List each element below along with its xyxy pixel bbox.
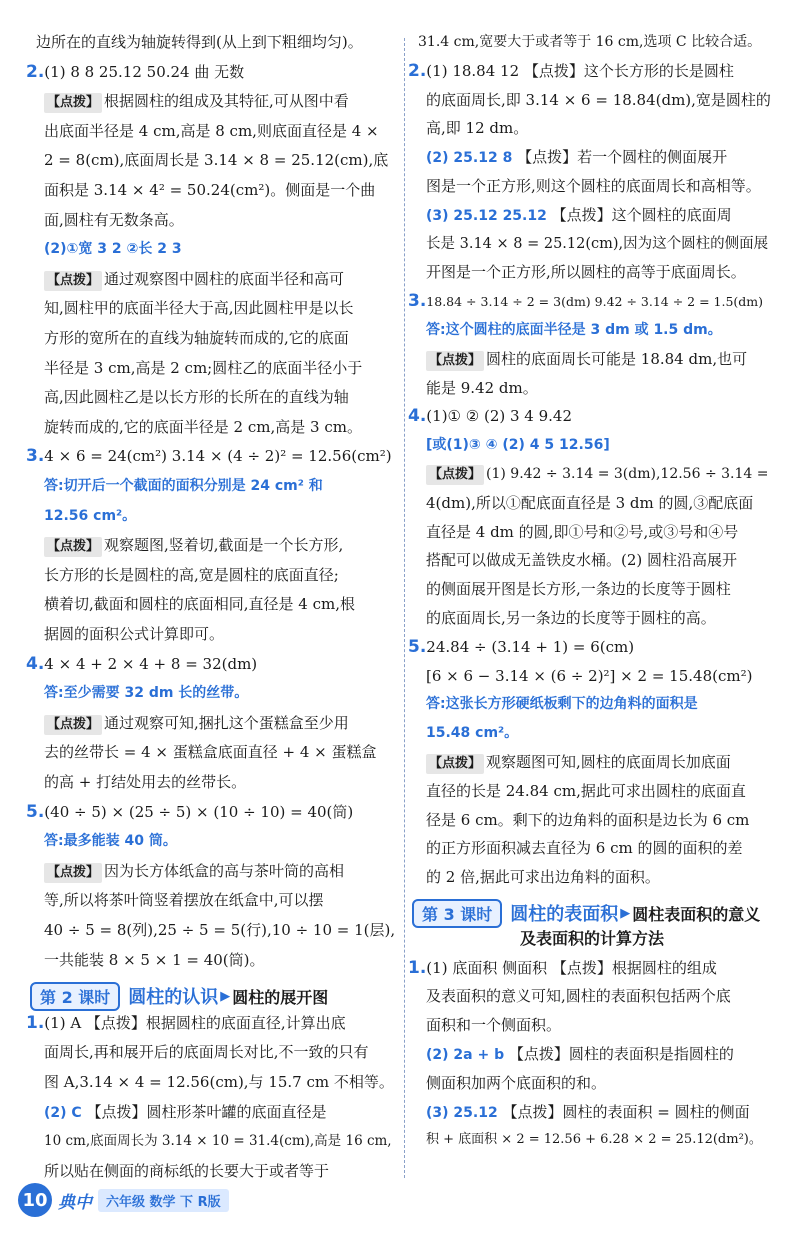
text-line: 的底面周长,即 3.14 × 6 = 18.84(dm),宽是圆柱的: [426, 90, 771, 109]
text-line: [426, 1102, 750, 1123]
lesson-title: 圆柱的认识: [128, 987, 219, 1009]
tip-text: (1) 9.42 ÷ 3.14 = 3(dm),12.56 ÷ 3.14 =: [486, 466, 769, 482]
arrow-icon: ▶: [220, 988, 231, 1004]
tip-text: 【点拨】圆柱形茶叶罐的底面直径是: [81, 1102, 327, 1121]
answer-line: 答:这张长方形硬纸板剩下的边角料的面积是: [426, 696, 698, 713]
tip-text: 圆柱的底面周长可能是 18.84 dm,也可: [486, 349, 748, 368]
answer-text: 24.84 ÷ (3.14 + 1) = 6(cm): [426, 637, 635, 656]
text-line: 知,圆柱甲的底面半径大于高,因此圆柱甲是以长: [44, 299, 354, 318]
text-line: [44, 269, 344, 291]
text-line: 面周长,再和展开后的底面周长对比,不一致的只有: [44, 1043, 369, 1062]
text-line: 图是一个正方形,则这个圆柱的底面周长和高相等。: [426, 177, 761, 195]
text-line: 40 ÷ 5 = 8(列),25 ÷ 5 = 5(行),10 ÷ 10 = 1(层),: [44, 921, 396, 939]
text-line: 的正方形面积减去直径为 6 cm 的圆的面积的差: [426, 839, 743, 858]
tip-text: 【点拨】圆柱的表面积是指圆柱的: [504, 1045, 734, 1063]
answer-line: 答:最多能装 40 筒。: [44, 833, 177, 850]
text-line: [408, 958, 717, 978]
question-number: 1.: [408, 957, 427, 978]
answer-line: (2)①宽 3 2 ②长 2 3: [44, 241, 182, 258]
text-line: 的侧面展开图是长方形,一条边的长度等于圆柱: [426, 580, 731, 599]
text-line: 2 = 8(cm),底面周长是 3.14 × 8 = 25.12(cm),底: [44, 151, 389, 170]
tip-label: 【点拨】: [44, 93, 102, 113]
text-line: 一共能装 8 × 5 × 1 = 40(筒)。: [44, 950, 265, 969]
lesson-header: [412, 898, 760, 928]
text-line: [26, 1013, 346, 1033]
text-line: 边所在的直线为轴旋转得到(从上到下粗细均匀)。: [36, 33, 363, 51]
text-line: [44, 91, 349, 113]
text-line: [408, 61, 734, 81]
lesson-header: [30, 981, 328, 1011]
question-number: 1.: [26, 1012, 45, 1033]
text-line: [26, 654, 257, 674]
answer-value: (3) 25.12 25.12: [426, 207, 547, 224]
text-line: 4(dm),所以①配底面直径是 3 dm 的圆,③配底面: [426, 493, 754, 512]
text-line: 所以贴在侧面的商标纸的长要大于或者等于: [44, 1161, 330, 1180]
text-line: [408, 406, 572, 426]
question-number: 5.: [408, 636, 427, 657]
text-line: [426, 1044, 734, 1065]
text-line: [44, 1102, 326, 1123]
text-line: 的底面周长,另一条边的长度等于圆柱的高。: [426, 609, 716, 627]
text-line: [44, 535, 343, 557]
text-line: [6 × 6 − 3.14 × (6 ÷ 2)²] × 2 = 15.48(cm²): [426, 666, 753, 685]
answer-line: 答:这个圆柱的底面半径是 3 dm 或 1.5 dm。: [426, 322, 722, 338]
answer-text: (1) 18.84 12 【点拨】这个长方形的长是圆柱: [426, 61, 734, 80]
text-line: [26, 802, 353, 822]
text-line: 开图是一个正方形,所以圆柱的高等于底面周长。: [426, 263, 746, 282]
text-line: 旋转而成的,它的底面半径是 2 cm,高是 3 cm。: [44, 417, 362, 436]
answer-text: (40 ÷ 5) × (25 ÷ 5) × (10 ÷ 10) = 40(筒): [44, 802, 354, 821]
text-line: [426, 464, 768, 485]
column-divider: [404, 38, 405, 1178]
text-line: [426, 752, 731, 774]
arrow-icon: ▶: [620, 905, 631, 921]
answer-text: 4 × 4 + 2 × 4 + 8 = 32(dm): [44, 654, 258, 673]
answer-text: (1)① ② (2) 3 4 9.42: [426, 407, 573, 426]
tip-text: 因为长方体纸盒的高与茶叶筒的高相: [104, 861, 345, 880]
tip-label: 【点拨】: [44, 537, 102, 557]
text-line: [44, 713, 349, 735]
text-line: 图 A,3.14 × 4 = 12.56(cm),与 15.7 cm 不相等。: [44, 1073, 394, 1091]
text-line: 径是 6 cm。剩下的边角料的面积是边长为 6 cm: [426, 810, 750, 829]
answer-line: [或(1)③ ④ (2) 4 5 12.56]: [426, 437, 610, 454]
lesson-subtitle: 圆柱表面积的意义: [632, 904, 761, 924]
text-line: 据圆的面积公式计算即可。: [44, 625, 225, 643]
answer-value: (2) 25.12 8: [426, 150, 513, 167]
answer-text: (1) 底面积 侧面积 【点拨】根据圆柱的组成: [426, 958, 717, 977]
tip-text: 观察题图可知,圆柱的底面周长加底面: [486, 753, 731, 771]
text-line: 的 2 倍,据此可求出边角料的面积。: [426, 868, 660, 887]
text-line: 搭配可以做成无盖铁皮水桶。(2) 圆柱沿高展开: [426, 551, 738, 570]
text-line: 面积和一个侧面积。: [426, 1016, 562, 1035]
tip-text: 观察题图,竖着切,截面是一个长方形,: [104, 536, 344, 555]
lesson-badge: 第 2 课时: [30, 982, 120, 1011]
book-info: 六年级 数学 下 R版: [98, 1189, 229, 1212]
text-line: 直径的长是 24.84 cm,据此可求出圆柱的底面直: [426, 781, 746, 800]
lesson-subtitle: 圆柱的展开图: [232, 987, 329, 1007]
text-line: [426, 349, 747, 371]
answer-line: 15.48 cm²。: [426, 725, 519, 742]
tip-text: 【点拨】若一个圆柱的侧面展开: [512, 148, 728, 167]
text-line: 横着切,截面和圆柱的底面相同,直径是 4 cm,根: [44, 595, 356, 614]
lesson-subtitle-cont: 及表面积的计算方法: [519, 928, 664, 948]
text-line: 的高 + 打结处用去的丝带长。: [44, 773, 247, 791]
text-line: 能是 9.42 dm。: [426, 378, 538, 397]
question-number: 5.: [26, 801, 45, 822]
text-line: [426, 147, 727, 168]
tip-label: 【点拨】: [426, 754, 484, 774]
text-line: 及表面积的意义可知,圆柱的表面积包括两个底: [426, 987, 731, 1006]
answer-text: (1) 8 8 25.12 50.24 曲 无数: [44, 62, 245, 81]
page-footer: [18, 1183, 298, 1217]
lesson-badge: 第 3 课时: [412, 899, 502, 928]
text-line: [44, 861, 344, 883]
text-line: [408, 291, 763, 312]
text-line: 积 + 底面积 × 2 = 12.56 + 6.28 × 2 = 25.12(dm²)。: [426, 1132, 762, 1148]
brand-logo: 典中: [58, 1192, 92, 1213]
text-line: 直径是 4 dm 的圆,即①号和②号,或③号和④号: [426, 522, 739, 541]
text-line: 方形的宽所在的直线为轴旋转而成的,它的底面: [44, 329, 349, 347]
tip-text: 【点拨】这个圆柱的底面周: [546, 205, 732, 224]
tip-label: 【点拨】: [44, 863, 102, 883]
answer-value: (3) 25.12: [426, 1104, 498, 1121]
lesson-title: 圆柱的表面积: [510, 904, 619, 925]
tip-text: 根据圆柱的组成及其特征,可从图中看: [104, 92, 349, 111]
question-number: 4.: [408, 406, 427, 427]
answer-line: 答:至少需要 32 dm 长的丝带。: [44, 685, 249, 702]
tip-label: 【点拨】: [44, 271, 102, 291]
text-line: 长是 3.14 × 8 = 25.12(cm),因为这个圆柱的侧面展: [426, 235, 769, 252]
text-line: [26, 446, 392, 466]
tip-label: 【点拨】: [44, 715, 102, 735]
text-line: 面积是 3.14 × 4² = 50.24(cm²)。侧面是一个曲: [44, 181, 376, 199]
question-number: 3.: [408, 291, 427, 312]
text-line: 去的丝带长 = 4 × 蛋糕盒底面直径 + 4 × 蛋糕盒: [44, 743, 377, 762]
text-line: 出底面半径是 4 cm,高是 8 cm,则底面直径是 4 ×: [44, 121, 379, 140]
answer-text: (1) A 【点拨】根据圆柱的底面直径,计算出底: [44, 1013, 346, 1032]
tip-label: 【点拨】: [426, 351, 484, 371]
question-number: 4.: [26, 653, 45, 674]
answer-line: 答:切开后一个截面的面积分别是 24 cm² 和: [44, 478, 323, 494]
question-number: 3.: [26, 446, 45, 467]
page-number: 10: [18, 1183, 52, 1217]
answer-value: (2) C: [44, 1104, 82, 1121]
answer-text: 4 × 6 = 24(cm²) 3.14 × (4 ÷ 2)² = 12.56(cm²): [44, 447, 392, 466]
text-line: 10 cm,底面周长为 3.14 × 10 = 31.4(cm),高是 16 cm,: [44, 1133, 392, 1150]
text-line: 高,即 12 dm。: [426, 119, 529, 138]
text-line: 侧面积加两个底面积的和。: [426, 1073, 607, 1092]
answer-value: (2) 2a + b: [426, 1047, 505, 1063]
text-line: 长方形的长是圆柱的高,宽是圆柱的底面直径;: [44, 565, 339, 584]
text-line: [26, 62, 244, 82]
text-line: [408, 637, 634, 657]
question-number: 2.: [408, 60, 427, 81]
text-line: 高,因此圆柱乙是以长方形的长所在的直线为轴: [44, 388, 349, 407]
tip-text: 通过观察可知,捆扎这个蛋糕盒至少用: [104, 713, 349, 732]
answer-text: 18.84 ÷ 3.14 ÷ 2 = 3(dm) 9.42 ÷ 3.14 ÷ 2 = 1.5(dm): [426, 294, 764, 310]
tip-label: 【点拨】: [426, 465, 484, 485]
tip-text: 【点拨】圆柱的表面积 = 圆柱的侧面: [497, 1102, 750, 1121]
text-line: 半径是 3 cm,高是 2 cm;圆柱乙的底面半径小于: [44, 358, 363, 377]
text-line: 面,圆柱有无数条高。: [44, 210, 184, 229]
answer-line: 12.56 cm²。: [44, 507, 137, 524]
text-line: [426, 205, 732, 226]
text-line: 31.4 cm,宽要大于或者等于 16 cm,选项 C 比较合适。: [418, 34, 762, 50]
question-number: 2.: [26, 61, 45, 82]
text-line: 等,所以将茶叶筒竖着摆放在纸盒中,可以摆: [44, 891, 324, 910]
tip-text: 通过观察图中圆柱的底面半径和高可: [104, 269, 345, 288]
